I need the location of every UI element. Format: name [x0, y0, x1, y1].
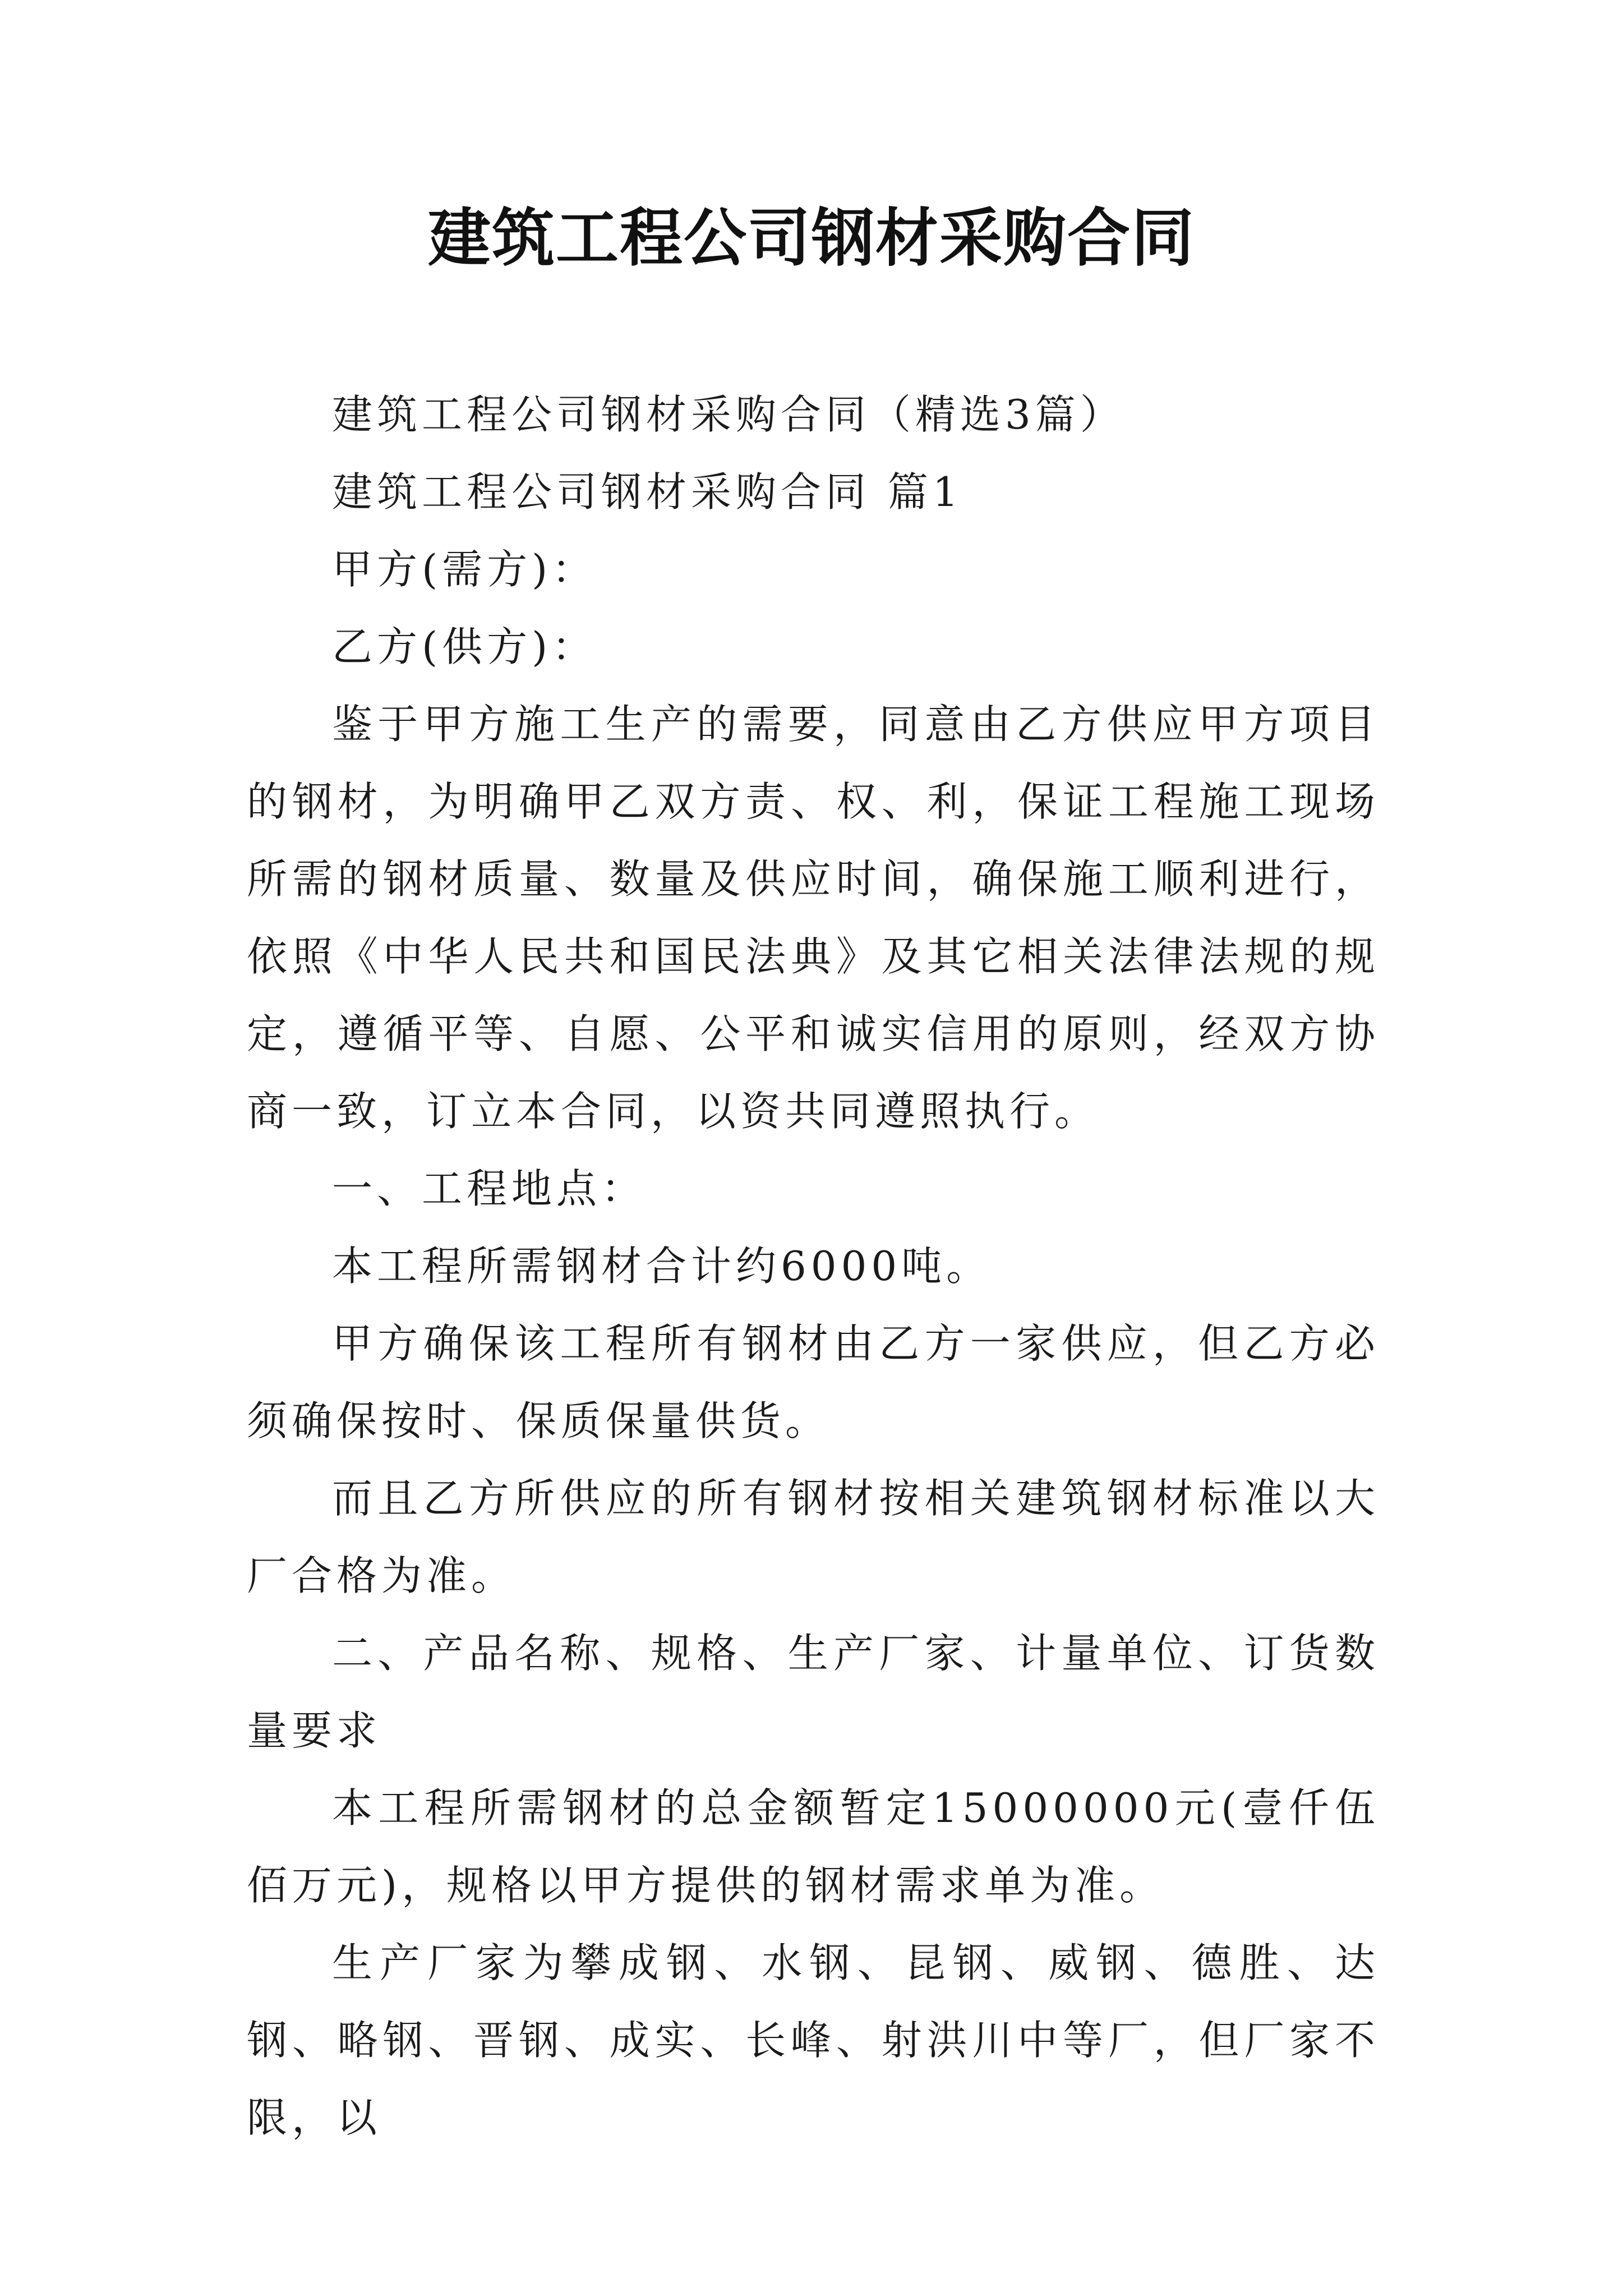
paragraph-manufacturers: 生产厂家为攀成钢、水钢、昆钢、威钢、德胜、达钢、略钢、晋钢、成实、长峰、射洪川中等厂，但厂家不限，以 [247, 1939, 1380, 2141]
document-body [247, 376, 1380, 2156]
paragraph-clause-1-heading: 一、工程地点： [332, 1165, 647, 1212]
paragraph-party-a: 甲方(需方)： [332, 546, 597, 593]
paragraph-party-b: 乙方(供方)： [332, 623, 597, 670]
paragraph-total-amount: 本工程所需钢材的总金额暂定15000000元(壹仟伍佰万元)，规格以甲方提供的钢材需求单为准。 [247, 1784, 1380, 1909]
paragraph-supply-guarantee: 甲方确保该工程所有钢材由乙方一家供应，但乙方必须确保按时、保质保量供货。 [247, 1320, 1380, 1444]
paragraph-preamble: 鉴于甲方施工生产的需要，同意由乙方供应甲方项目的钢材，为明确甲乙双方责、权、利，保证工程施工现场所需的钢材质量、数量及供应时间，确保施工顺利进行，依照《中华人民共和国民法典》及其它相关法律法规的规定，遵循平等、自愿、公平和诚实信用的原则，经双方协商一致，订立本合同，以资共同遵照执行。 [247, 701, 1380, 1135]
paragraph-quantity: 本工程所需钢材合计约6000吨。 [332, 1243, 992, 1290]
paragraph-standard: 而且乙方所供应的所有钢材按相关建筑钢材标准以大厂合格为准。 [247, 1475, 1380, 1599]
paragraph-clause-2-heading: 二、产品名称、规格、生产厂家、计量单位、订货数量要求 [247, 1630, 1380, 1754]
paragraph-subtitle: 建筑工程公司钢材采购合同（精选3篇） [332, 391, 1125, 438]
paragraph-section-heading: 建筑工程公司钢材采购合同 篇1 [332, 468, 963, 516]
document-title: 建筑工程公司钢材采购合同 [428, 201, 1195, 275]
